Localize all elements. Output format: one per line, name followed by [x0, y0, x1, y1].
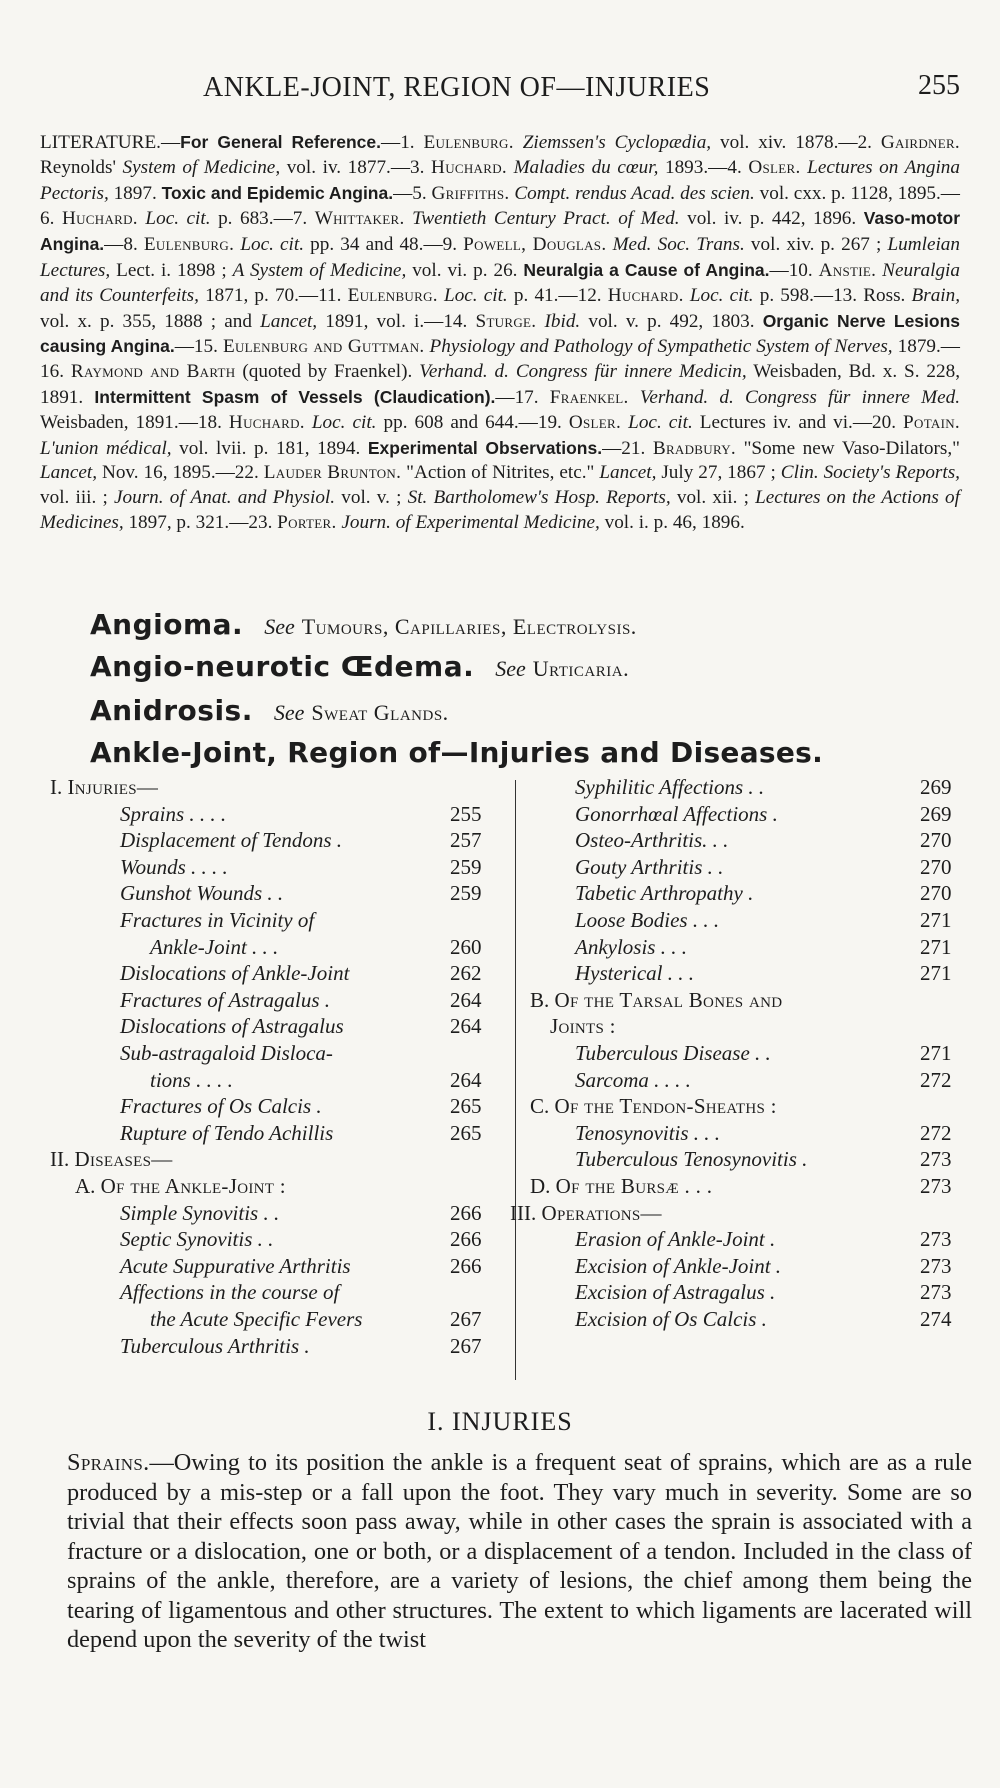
work-title: Loc. cit. — [137, 208, 211, 230]
author-name: Fraenkel. — [549, 386, 629, 408]
contents-entry-label: B. — [530, 987, 555, 1012]
contents-entry — [120, 802, 226, 828]
contents-page-number: 266 — [450, 1227, 482, 1252]
contents-page-number: 273 — [920, 1227, 952, 1252]
work-title: Loc. cit. — [304, 411, 377, 433]
author-name: Anstie. — [818, 259, 877, 281]
reference-text: vol. xiv. p. 267 ; — [744, 234, 888, 256]
work-title: Lancet, — [599, 462, 657, 484]
contents-section-label: Of the Tendon-Sheaths : — [554, 1094, 777, 1119]
contents-entry-label: Displacement of Tendons . — [120, 828, 343, 853]
reference-text: vol. iv. p. 442, 1896. — [679, 208, 864, 230]
reference-text: vol. v. ; — [335, 487, 408, 509]
contents-entry — [575, 908, 719, 934]
author-name: Eulenburg. — [423, 132, 514, 153]
contents-entry — [575, 1121, 720, 1147]
reference-text: —8. — [104, 234, 144, 256]
reference-text: p. 683.—7. — [210, 208, 315, 230]
reference-text: vol. xii. ; — [670, 487, 756, 509]
contents-entry — [575, 1041, 771, 1067]
contents-page-number: 270 — [920, 828, 952, 853]
reference-text: 1879.—16. — [40, 336, 960, 383]
reference-text: vol. vi. p. 26. — [406, 259, 524, 281]
reference-text: vol. cxx. p. 1128, 1895.—6. — [40, 182, 960, 230]
see-label: See — [264, 614, 295, 639]
work-title: A System of Medicine, — [232, 259, 407, 281]
contents-page-number: 264 — [450, 1067, 482, 1092]
reference-text: p. 598.—13. Ross. — [753, 284, 912, 306]
reference-group-heading: Experimental Observations. — [367, 437, 603, 458]
work-title: Compt. rendus Acad. des scien. — [509, 182, 755, 204]
entry-headword: Angio-neurotic Œdema. — [90, 650, 475, 683]
contents-entry — [530, 1094, 777, 1120]
contents-page-number: 265 — [450, 1120, 482, 1145]
contents-entry-label: Tabetic Arthropathy . — [575, 881, 754, 906]
contents-page-number: 273 — [920, 1280, 952, 1305]
reference-text: "Some new Vaso-Dilators," — [736, 437, 960, 459]
contents-entry-label: Sprains . . . . — [120, 801, 227, 826]
contents-entry-label: Erasion of Ankle-Joint . — [575, 1227, 776, 1252]
reference-text: vol. v. p. 492, 1803. — [580, 310, 763, 332]
contents-entry-label: Ankle-Joint . . . — [150, 934, 279, 959]
entry-angioma — [90, 608, 637, 642]
contents-entry — [75, 1174, 286, 1200]
reference-group-heading: Organic Nerve Lesions causing Angina. — [40, 310, 961, 357]
author-name: Sturge. — [475, 310, 537, 332]
contents-entry — [575, 935, 687, 961]
work-title: Verhand. d. Congress für innere Med. — [628, 386, 961, 408]
contents-entry — [575, 802, 778, 828]
contents-page-number: 267 — [450, 1333, 482, 1358]
author-name: Eulenburg. — [347, 284, 438, 306]
reference-text: —5. — [393, 182, 432, 204]
work-title: Maladies du cœur, — [506, 156, 659, 178]
reference-text: 1871, p. 70.—11. — [198, 284, 348, 306]
contents-entry — [120, 881, 283, 907]
entry-anidrosis — [90, 694, 449, 728]
work-title: St. Bartholomew's Hosp. Reports, — [407, 487, 671, 509]
contents-entry — [530, 1174, 712, 1200]
reference-text: (quoted by Fraenkel). — [235, 361, 420, 383]
reference-text: pp. 608 and 644.—19. — [376, 411, 569, 433]
contents-page-number: 271 — [920, 908, 952, 932]
contents-left-column — [50, 775, 500, 1375]
contents-page-number: 270 — [920, 854, 952, 879]
reference-text: vol. x. p. 355, 1888 ; and — [40, 310, 261, 332]
work-title: Ziemssen's Cyclopædia, — [513, 132, 712, 153]
work-title: Twentieth Century Pract. of Med. — [404, 208, 680, 230]
contents-page-number: 265 — [450, 1094, 482, 1119]
author-name: Lauder Brunton. — [263, 462, 402, 484]
contents-entry-label: Dislocations of Astragalus — [120, 1014, 344, 1039]
reference-text: —21. — [602, 437, 653, 459]
contents-right-column — [510, 775, 965, 1335]
contents-entry — [120, 828, 342, 854]
work-title: Med. Soc. Trans. — [606, 234, 745, 256]
reference-text: 1893.—4. — [658, 156, 749, 178]
contents-entry — [120, 1121, 333, 1147]
contents-entry-label: II. — [50, 1147, 75, 1172]
reference-text: LITERATURE.— — [40, 132, 181, 153]
contents-entry-label: I. — [50, 775, 68, 799]
contents-entry — [120, 855, 228, 881]
contents-entry-label: Fractures of Os Calcis . — [120, 1094, 322, 1119]
contents-entry — [120, 1201, 279, 1227]
contents-entry-label: C. — [530, 1094, 555, 1119]
contents-entry — [120, 1094, 322, 1120]
contents-entry-label: Rupture of Tendo Achillis — [120, 1120, 334, 1145]
work-title: Lectures on Angina Pectoris, — [40, 156, 960, 204]
reference-text: vol. iii. ; — [40, 487, 114, 509]
reference-text: —1. — [381, 132, 424, 153]
page-number: 255 — [918, 70, 960, 101]
work-title: System of Medicine, — [122, 156, 281, 178]
work-title: Lancet, — [40, 462, 98, 484]
reference-group-heading: Intermittent Spasm of Vessels (Claudication). — [94, 386, 496, 407]
sprains-paragraph — [67, 1448, 972, 1655]
contents-entry — [120, 1014, 344, 1040]
contents-entry-label: Gonorrhœal Affections . — [575, 801, 778, 826]
reference-text: vol. i. p. 46, 1896. — [599, 511, 745, 533]
contents-section-label: Injuries— — [67, 775, 159, 799]
contents-entry — [575, 1307, 767, 1333]
author-name: Bradbury. — [652, 437, 736, 459]
contents-entry-label: Simple Synovitis . . — [120, 1200, 280, 1225]
contents-entry-label: Syphilitic Affections . . — [575, 775, 765, 799]
contents-page-number: 274 — [920, 1307, 952, 1331]
contents-entry — [150, 1068, 233, 1094]
reference-text: "Action of Nitrites, etc." — [401, 462, 600, 484]
reference-text: 1891, vol. i.—14. — [317, 310, 476, 332]
contents-entry — [575, 881, 753, 907]
contents-entry-label: A. — [75, 1174, 101, 1198]
reference-text: Nov. 16, 1895.—22. — [97, 462, 264, 484]
section-heading: Ankle-Joint, Region of—Injuries and Diseases. — [90, 736, 824, 769]
reference-text: —10. — [769, 259, 819, 281]
contents-page-number: 266 — [450, 1253, 482, 1278]
author-name: Raymond and Barth — [70, 361, 236, 383]
reference-text: p. 41.—12. — [507, 284, 608, 306]
author-name: Huchard. — [607, 284, 684, 306]
see-label: See — [273, 700, 305, 725]
contents-page-number: 273 — [920, 1174, 952, 1198]
column-divider — [515, 780, 516, 1380]
contents-section-label: Of the Tarsal Bones and — [554, 987, 783, 1012]
work-title: Journ. of Anat. and Physiol. — [114, 487, 336, 509]
contents-entry — [50, 1147, 173, 1173]
cross-reference: Sweat Glands. — [311, 700, 449, 725]
reference-text: pp. 34 and 48.—9. — [304, 234, 464, 256]
contents-entry-label: the Acute Specific Fevers — [150, 1307, 363, 1331]
contents-entry — [575, 1227, 775, 1253]
reference-group-heading: Vaso-motor Angina. — [40, 208, 961, 255]
work-title: Lancet, — [260, 310, 318, 332]
contents-entry — [120, 988, 330, 1014]
contents-entry — [510, 1201, 662, 1227]
contents-entry-label: Tuberculous Tenosynovitis . — [575, 1147, 808, 1172]
contents-page-number: 267 — [450, 1307, 482, 1331]
reference-text: 1897. — [108, 182, 162, 204]
work-title: Clin. Society's Reports, — [780, 462, 960, 484]
contents-page-number: 269 — [920, 775, 952, 799]
contents-entry-label: Tuberculous Arthritis . — [120, 1333, 310, 1358]
contents-page-number: 272 — [920, 1120, 952, 1145]
reference-text: Lectures iv. and vi.—20. — [692, 411, 904, 433]
contents-entry-label: Affections in the course of — [120, 1280, 340, 1305]
contents-entry — [120, 1227, 273, 1253]
contents-section-label: Operations— — [541, 1200, 662, 1225]
contents-entry-label: tions . . . . — [150, 1067, 233, 1092]
contents-entry — [120, 1254, 351, 1280]
contents-entry-label: Tuberculous Disease . . — [575, 1041, 771, 1065]
work-title: Neuralgia and its Counterfeits, — [40, 259, 960, 306]
contents-entry-label: Fractures of Astragalus . — [120, 987, 331, 1012]
contents-entry — [150, 935, 278, 961]
reference-text: vol. xiv. 1878.—2. — [711, 132, 881, 153]
contents-page-number: 271 — [920, 1041, 952, 1065]
contents-entry-label: Loose Bodies . . . — [575, 908, 720, 932]
reference-group-heading: Neuralgia a Cause of Angina. — [523, 259, 770, 280]
literature-paragraph — [40, 130, 960, 536]
entry-angio-neurotic-oedema — [90, 650, 629, 684]
contents-entry-label: Osteo-Arthritis. . . — [575, 828, 729, 853]
contents-entry — [575, 961, 694, 987]
running-title: ANKLE-JOINT, REGION OF—INJURIES — [203, 72, 711, 103]
contents-page-number: 257 — [450, 828, 482, 853]
contents-entry — [120, 908, 314, 934]
work-title: Loc. cit. — [234, 234, 305, 256]
contents-entry — [120, 1041, 333, 1067]
author-name: Porter. — [277, 511, 337, 533]
contents-entry — [120, 1280, 339, 1306]
contents-section-label: Diseases— — [74, 1147, 173, 1172]
contents-page-number: 273 — [920, 1147, 952, 1172]
entry-headword: Angioma. — [90, 608, 244, 641]
author-name: Osler. — [568, 411, 622, 433]
contents-entry-label: Gunshot Wounds . . — [120, 881, 284, 906]
contents-page-number: 266 — [450, 1200, 482, 1225]
contents-entry-label: Fractures in Vicinity of — [120, 908, 315, 932]
contents-entry-label: Sarcoma . . . . — [575, 1067, 691, 1092]
work-title: Lectures on the Actions of Medicines, — [40, 487, 960, 533]
work-title: Ibid. — [536, 310, 581, 332]
contents-entry — [530, 988, 782, 1014]
contents-entry — [575, 1280, 775, 1306]
contents-page-number: 264 — [450, 987, 482, 1012]
author-name: Gairdner. — [880, 132, 961, 153]
entry-headword: Anidrosis. — [90, 694, 253, 727]
contents-entry-label: Acute Suppurative Arthritis — [120, 1253, 351, 1278]
contents-entry — [120, 961, 349, 987]
contents-entry — [575, 855, 723, 881]
contents-entry — [575, 1068, 691, 1094]
contents-page-number: 260 — [450, 934, 482, 959]
contents-entry-label: Wounds . . . . — [120, 854, 228, 879]
author-name: Potain. — [903, 411, 960, 433]
contents-page-number: 262 — [450, 961, 482, 986]
author-name: Huchard. — [228, 411, 305, 433]
reference-text: vol. iv. 1877.—3. — [280, 156, 432, 178]
contents-entry-label: Sub-astragaloid Disloca- — [120, 1041, 333, 1065]
reference-text: Weisbaden, Bd. x. S. 228, 1891. — [40, 361, 961, 408]
contents-page-number: 272 — [920, 1067, 952, 1092]
contents-entry — [575, 1147, 807, 1173]
contents-entry — [550, 1014, 616, 1040]
contents-page-number: 259 — [450, 854, 482, 879]
running-header — [60, 72, 970, 112]
contents-entry-label: Excision of Ankle-Joint . — [575, 1253, 782, 1278]
contents-entry — [575, 775, 764, 801]
reference-text: —17. — [495, 386, 550, 408]
reference-text: Reynolds' — [40, 156, 123, 178]
work-title: Loc. cit. — [621, 411, 693, 433]
work-title: Physiology and Pathology of Sympathetic System of Nerves, — [424, 336, 893, 358]
reference-text: Weisbaden, 1891.—18. — [40, 411, 229, 433]
contents-entry — [150, 1307, 362, 1333]
contents-page-number: 270 — [920, 881, 952, 906]
work-title: L'union médical, — [40, 437, 172, 459]
contents-entry-label: D. — [530, 1174, 556, 1198]
reference-group-heading: For General Reference. — [180, 132, 381, 152]
contents-entry-label: Tenosynovitis . . . — [575, 1120, 721, 1145]
reference-group-heading: Toxic and Epidemic Angina. — [161, 182, 394, 203]
author-name: Osler. — [748, 156, 801, 178]
contents-entry-label: Excision of Astragalus . — [575, 1280, 776, 1305]
reference-text: 1897, p. 321.—23. — [123, 511, 278, 533]
contents-entry-label: Septic Synovitis . . — [120, 1227, 274, 1252]
contents-entry-label: Gouty Arthritis . . — [575, 854, 724, 879]
author-name: Eulenburg. — [143, 234, 235, 256]
cross-reference: Tumours, Capillaries, Electrolysis. — [301, 614, 637, 639]
contents-page-number: 271 — [920, 934, 952, 959]
contents-entry-label: Dislocations of Ankle-Joint — [120, 961, 350, 986]
contents-page-number: 259 — [450, 881, 482, 906]
author-name: Huchard. — [431, 156, 507, 178]
contents-section-label: Of the Ankle-Joint : — [100, 1174, 286, 1198]
paragraph-lead: Sprains. — [67, 1449, 150, 1476]
injuries-heading: I. INJURIES — [427, 1407, 573, 1436]
contents-page-number: 273 — [920, 1253, 952, 1278]
contents-page-number: 271 — [920, 961, 952, 986]
work-title: Verhand. d. Congress für innere Medicin, — [419, 361, 747, 383]
contents-page-number: 269 — [920, 801, 952, 826]
reference-text: vol. lvii. p. 181, 1894. — [171, 437, 368, 459]
contents-entry — [120, 1334, 310, 1360]
cross-reference: Urticaria. — [532, 656, 630, 681]
work-title: Lumleian Lectures, — [40, 234, 960, 281]
paragraph-text: —Owing to its position the ankle is a frequent seat of sprains, which are as a rule produced by a mis-step or a fall upon the foot. They vary much in severity. Some are so trivial that their effects soon pass away, while in other cases the sprain is associated with a fracture or a dislocation, one or both, or a displacement of a tendon. Included in the class of sprains of the ankle, therefore, are a variety of lesions, the chief among them being the tearing of ligamentous and other structures. The extent to which ligaments are lacerated will depend upon the severity of the twist — [67, 1449, 972, 1653]
contents-section-label: Joints : — [550, 1014, 616, 1039]
author-name: Griffiths. — [431, 182, 510, 204]
reference-text: —15. — [174, 336, 223, 358]
author-name: Huchard. — [61, 208, 138, 230]
contents-entry-label: Hysterical . . . — [575, 961, 694, 986]
contents-section-label: Of the Bursæ . . . — [555, 1174, 713, 1198]
work-title: Loc. cit. — [437, 284, 508, 306]
contents-page-number: 255 — [450, 801, 482, 826]
work-title: Brain, — [911, 284, 961, 306]
reference-text: July 27, 1867 ; — [656, 462, 781, 484]
contents-entry — [575, 828, 728, 854]
work-title: Journ. of Experimental Medicine, — [336, 511, 600, 533]
reference-text: Lect. i. 1898 ; — [110, 259, 233, 281]
contents-entry — [575, 1254, 781, 1280]
contents-entry — [50, 775, 158, 801]
contents-page-number: 264 — [450, 1014, 482, 1039]
contents-entry-label: Excision of Os Calcis . — [575, 1307, 767, 1331]
contents-entry-label: III. — [510, 1200, 542, 1225]
author-name: Eulenburg and Guttman. — [222, 336, 425, 358]
author-name: Powell, Douglas. — [463, 234, 607, 256]
work-title: Loc. cit. — [683, 284, 754, 306]
contents-entry-label: Ankylosis . . . — [575, 934, 687, 959]
see-label: See — [495, 656, 526, 681]
author-name: Whittaker. — [314, 208, 405, 230]
